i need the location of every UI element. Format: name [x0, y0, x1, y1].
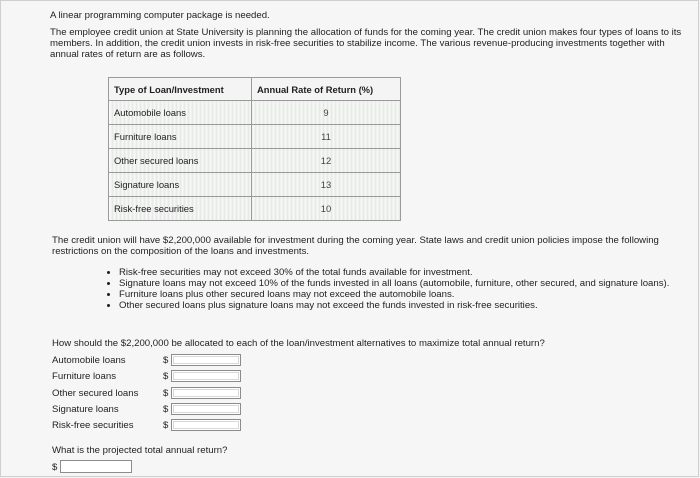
- other-secured-loans-input[interactable]: [171, 387, 241, 399]
- risk-free-securities-input[interactable]: [171, 419, 241, 431]
- row-rate: 9: [252, 101, 401, 125]
- column-header-type: Type of Loan/Investment: [109, 78, 252, 101]
- table-row: [109, 197, 401, 221]
- allocation-row-risk-free: [52, 419, 252, 433]
- row-type: Signature loans: [109, 173, 252, 197]
- allocation-row-signature: [52, 403, 252, 417]
- allocation-question: How should the $2,200,000 be allocated to each of the loan/investment alternatives to maximize total annual return?: [52, 338, 545, 349]
- currency-symbol: $: [163, 404, 169, 415]
- furniture-loans-input[interactable]: [171, 370, 241, 382]
- currency-symbol: $: [52, 462, 58, 473]
- allocation-label: Furniture loans: [52, 371, 116, 382]
- allocation-row-furniture: [52, 370, 252, 384]
- allocation-label: Signature loans: [52, 404, 119, 415]
- table-row: [109, 173, 401, 197]
- row-type: Other secured loans: [109, 149, 252, 173]
- availability-text: The credit union will have $2,200,000 available for investment during the coming year. State laws and credit union policies impose the following restrictions on the composition of the loans and investments.: [52, 235, 659, 257]
- allocation-label: Automobile loans: [52, 355, 126, 366]
- table-header-row: [109, 78, 401, 101]
- rates-table: [108, 77, 401, 221]
- intro-text: A linear programming computer package is needed.: [50, 10, 270, 21]
- currency-symbol: $: [163, 420, 169, 431]
- problem-description: The employee credit union at State University is planning the allocation of funds for the coming year. The credit union makes four types of loans to its members. In addition, the credit union invests in risk-free securities to stabilize income. The various revenue-producing investments together with annual rates of return are as follows.: [50, 27, 682, 60]
- projected-return-question: What is the projected total annual return?: [52, 445, 228, 456]
- signature-loans-input[interactable]: [171, 403, 241, 415]
- allocation-row-automobile: [52, 354, 252, 368]
- row-rate: 11: [252, 125, 401, 149]
- table-row: [109, 149, 401, 173]
- row-rate: 13: [252, 173, 401, 197]
- currency-symbol: $: [163, 371, 169, 382]
- row-rate: 10: [252, 197, 401, 221]
- currency-symbol: $: [163, 388, 169, 399]
- table-row: [109, 125, 401, 149]
- allocation-label: Risk-free securities: [52, 420, 134, 431]
- table-row: [109, 101, 401, 125]
- allocation-row-other-secured: [52, 387, 252, 401]
- currency-symbol: $: [163, 355, 169, 366]
- allocation-label: Other secured loans: [52, 388, 139, 399]
- restriction-item: • Signature loans may not exceed 10% of the funds invested in all loans (automobile, furniture, other secured, and signature loans).: [119, 278, 699, 289]
- restrictions-list: [103, 267, 699, 311]
- projected-return-input[interactable]: [60, 460, 132, 473]
- row-rate: 12: [252, 149, 401, 173]
- automobile-loans-input[interactable]: [171, 354, 241, 366]
- row-type: Risk-free securities: [109, 197, 252, 221]
- column-header-rate: Annual Rate of Return (%): [252, 78, 401, 101]
- restriction-item: • Furniture loans plus other secured loans may not exceed the automobile loans.: [119, 289, 699, 300]
- restriction-item: • Risk-free securities may not exceed 30% of the total funds available for investment.: [119, 267, 699, 278]
- row-type: Furniture loans: [109, 125, 252, 149]
- restriction-item: • Other secured loans plus signature loans may not exceed the funds invested in risk-free securities.: [119, 300, 699, 311]
- row-type: Automobile loans: [109, 101, 252, 125]
